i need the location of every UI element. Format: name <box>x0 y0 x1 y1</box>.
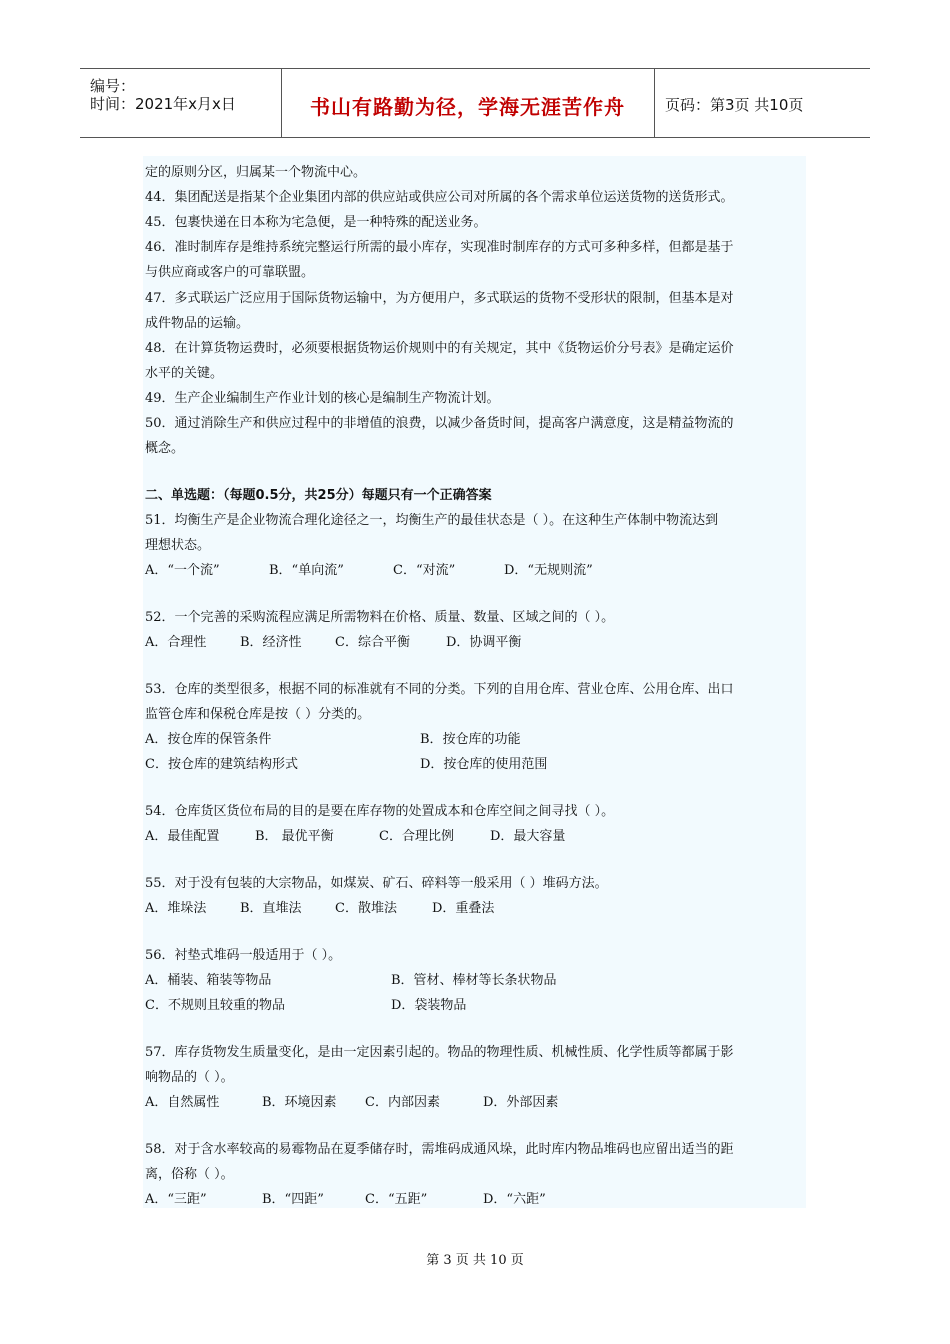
question-53: 53．仓库的类型很多，根据不同的标准就有不同的分类。下列的自用仓库、营业仓库、公用仓库、出口 <box>145 682 734 697</box>
option-d: D．协调平衡 <box>446 635 522 650</box>
option-b: B．按仓库的功能 <box>420 732 521 747</box>
question-51-cont: 理想状态。 <box>145 538 211 553</box>
question-52: 52．一个完善的采购流程应满足所需物料在价格、质量、数量、区域之间的（ ）。 <box>145 610 615 625</box>
option-c: C．合理比例 <box>379 829 454 844</box>
question-58: 58．对于含水率较高的易霉物品在夏季储存时，需堆码成通风垛，此时库内物品堆码也应留出适当的距 <box>145 1142 734 1157</box>
text-line: 50．通过消除生产和供应过程中的非增值的浪费，以减少备货时间，提高客户满意度，这是精益物流的 <box>145 416 734 431</box>
option-c: C．不规则且较重的物品 <box>145 998 285 1013</box>
text-line: 与供应商或客户的可靠联盟。 <box>145 265 315 280</box>
text-line: 概念。 <box>145 441 185 456</box>
header-left-cell <box>80 69 282 137</box>
page-footer: 第 3 页 共 10 页 <box>426 1253 524 1268</box>
option-d: D．外部因素 <box>483 1095 559 1110</box>
question-58-cont: 离，俗称（ ）。 <box>145 1167 234 1182</box>
document-header <box>80 68 870 138</box>
question-57-cont: 响物品的（ ）。 <box>145 1070 234 1085</box>
option-a: A．堆垛法 <box>145 901 207 916</box>
option-a: A．按仓库的保管条件 <box>145 732 272 747</box>
text-line: 成件物品的运输。 <box>145 316 250 331</box>
text-line: 47．多式联运广泛应用于国际货物运输中，为方便用户，多式联运的货物不受形状的限制，但基本是对 <box>145 291 734 306</box>
content-area <box>143 156 806 1208</box>
option-b: B．环境因素 <box>262 1095 337 1110</box>
text-line: 46．准时制库存是维持系统完整运行所需的最小库存，实现准时制库存的方式可多种多样，但都是基于 <box>145 240 734 255</box>
option-c: C．内部因素 <box>365 1095 440 1110</box>
text-line: 44．集团配送是指某个企业集团内部的供应站或供应公司对所属的各个需求单位运送货物的送货形式。 <box>145 190 734 205</box>
option-b: B．管材、棒材等长条状物品 <box>391 973 557 988</box>
option-a: A．“三距” <box>145 1192 207 1207</box>
motto: 书山有路勤为径，学海无涯苦作舟 <box>310 95 625 119</box>
section-title: 二、单选题：（每题0.5分，共25分）每题只有一个正确答案 <box>145 488 492 503</box>
number-label: 编号： <box>90 77 136 95</box>
option-b: B．直堆法 <box>240 901 302 916</box>
option-a: A．最佳配置 <box>145 829 220 844</box>
option-b: B．经济性 <box>240 635 302 650</box>
option-b: B．“单向流” <box>269 563 344 578</box>
text-line: 水平的关键。 <box>145 366 224 381</box>
option-c: C．“五距” <box>365 1192 428 1207</box>
question-57: 57．库存货物发生质量变化，是由一定因素引起的。物品的物理性质、机械性质、化学性质等都属于影 <box>145 1045 734 1060</box>
text-line: 45．包裹快递在日本称为宅急便，是一种特殊的配送业务。 <box>145 215 487 230</box>
option-c: C．“对流” <box>393 563 456 578</box>
text-line: 49．生产企业编制生产作业计划的核心是编制生产物流计划。 <box>145 391 500 406</box>
option-c: C．按仓库的建筑结构形式 <box>145 757 298 772</box>
option-a: A．自然属性 <box>145 1095 220 1110</box>
option-c: C．散堆法 <box>335 901 397 916</box>
question-53-cont: 监管仓库和保税仓库是按（ ）分类的。 <box>145 707 371 722</box>
option-a: A．桶装、箱装等物品 <box>145 973 272 988</box>
time-label: 时间：2021年x月x日 <box>90 95 236 113</box>
page-info: 页码：第3页 共10页 <box>665 96 804 114</box>
option-a: A．合理性 <box>145 635 207 650</box>
question-54: 54．仓库货区货位布局的目的是要在库存物的处置成本和仓库空间之间寻找（ ）。 <box>145 804 615 819</box>
text-line: 定的原则分区，归属某一个物流中心。 <box>145 165 367 180</box>
header-motto-cell <box>281 69 655 137</box>
question-55: 55．对于没有包装的大宗物品，如煤炭、矿石、碎料等一般采用（ ）堆码方法。 <box>145 876 608 891</box>
option-d: D．最大容量 <box>490 829 566 844</box>
text-line: 48．在计算货物运费时，必须要根据货物运价规则中的有关规定，其中《货物运价分号表》是确定运价 <box>145 341 734 356</box>
option-c: C．综合平衡 <box>335 635 410 650</box>
option-d: D．按仓库的使用范围 <box>420 757 548 772</box>
option-b: B．“四距” <box>262 1192 324 1207</box>
question-56: 56．衬垫式堆码一般适用于（ ）。 <box>145 948 342 963</box>
option-d: D．袋装物品 <box>391 998 467 1013</box>
option-d: D．重叠法 <box>432 901 495 916</box>
option-b: B． 最优平衡 <box>255 829 334 844</box>
option-d: D．“无规则流” <box>504 563 593 578</box>
question-51: 51．均衡生产是企业物流合理化途径之一，均衡生产的最佳状态是（ ）。在这种生产体制中物流达到 <box>145 513 719 528</box>
option-a: A．“一个流” <box>145 563 220 578</box>
option-d: D．“六距” <box>483 1192 546 1207</box>
header-right-cell <box>655 69 870 137</box>
